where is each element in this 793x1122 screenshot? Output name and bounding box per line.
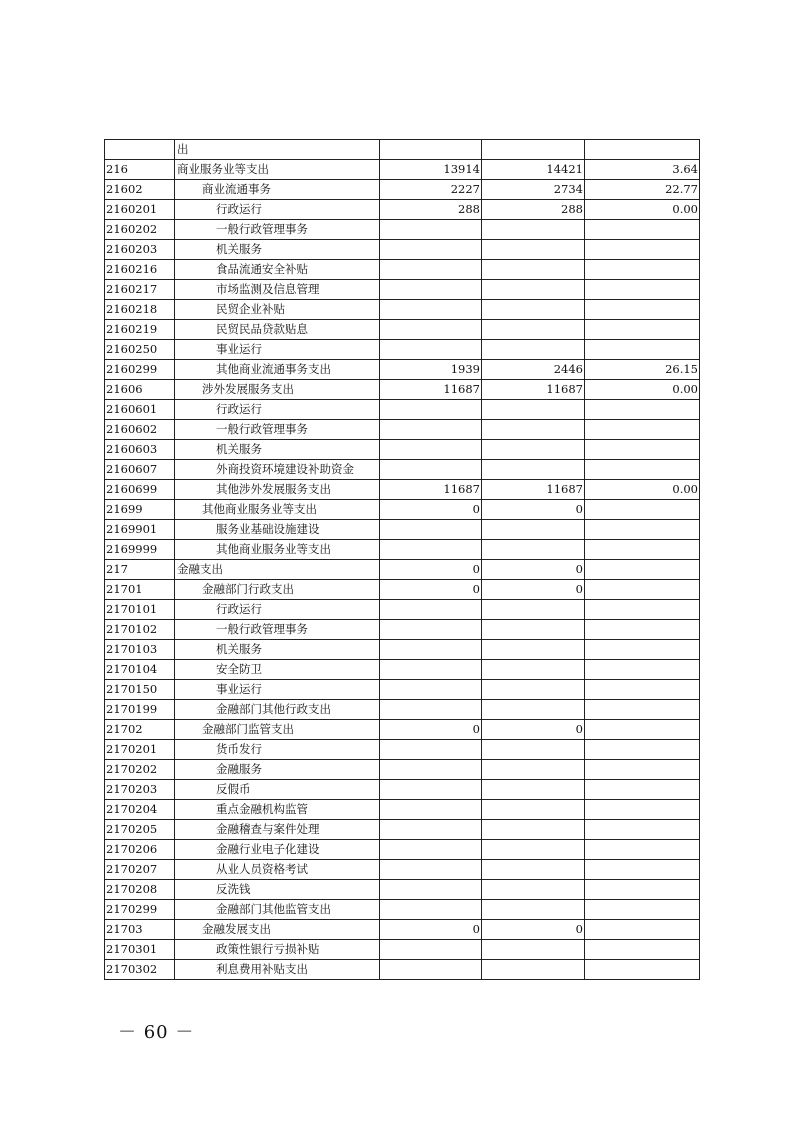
row-value-cell-3 <box>585 520 700 540</box>
table-row <box>105 320 700 340</box>
table-row <box>105 240 700 260</box>
row-name-cell: 外商投资环境建设补助资金 <box>175 460 380 480</box>
row-code-cell: 2170103 <box>105 640 175 660</box>
row-name-cell: 金融部门其他行政支出 <box>175 700 380 720</box>
row-value-cell-3 <box>585 500 700 520</box>
row-name-cell: 涉外发展服务支出 <box>175 380 380 400</box>
row-value-cell-3 <box>585 280 700 300</box>
row-value-cell-2 <box>482 940 585 960</box>
row-value-cell-2: 0 <box>482 580 585 600</box>
row-value-cell-1: 0 <box>380 920 482 940</box>
table-row <box>105 520 700 540</box>
row-name-cell: 其他商业服务业等支出 <box>175 540 380 560</box>
row-value-cell-3 <box>585 300 700 320</box>
table-row <box>105 780 700 800</box>
row-code-cell: 2160250 <box>105 340 175 360</box>
row-value-cell-2 <box>482 600 585 620</box>
table-row <box>105 800 700 820</box>
row-value-cell-3: 22.77 <box>585 180 700 200</box>
row-value-cell-1 <box>380 340 482 360</box>
row-value-cell-3 <box>585 260 700 280</box>
row-value-cell-2: 11687 <box>482 380 585 400</box>
row-value-cell-2 <box>482 780 585 800</box>
row-value-cell-3: 26.15 <box>585 360 700 380</box>
row-value-cell-3: 0.00 <box>585 480 700 500</box>
table-row <box>105 960 700 980</box>
row-value-cell-1 <box>380 860 482 880</box>
row-value-cell-1 <box>380 140 482 160</box>
row-code-cell: 2169901 <box>105 520 175 540</box>
table-row <box>105 200 700 220</box>
row-value-cell-2: 11687 <box>482 480 585 500</box>
row-name-cell: 一般行政管理事务 <box>175 420 380 440</box>
row-value-cell-3 <box>585 140 700 160</box>
row-code-cell: 2160202 <box>105 220 175 240</box>
row-code-cell: 2170202 <box>105 760 175 780</box>
row-code-cell: 2160201 <box>105 200 175 220</box>
budget-table <box>104 139 700 980</box>
table-row <box>105 220 700 240</box>
row-value-cell-3 <box>585 440 700 460</box>
row-name-cell: 商业流通事务 <box>175 180 380 200</box>
row-value-cell-1: 0 <box>380 560 482 580</box>
row-value-cell-1 <box>380 840 482 860</box>
row-value-cell-1: 0 <box>380 580 482 600</box>
row-value-cell-2 <box>482 760 585 780</box>
row-name-cell: 金融部门监管支出 <box>175 720 380 740</box>
row-name-cell: 金融行业电子化建设 <box>175 840 380 860</box>
row-value-cell-3 <box>585 660 700 680</box>
row-value-cell-1: 288 <box>380 200 482 220</box>
table-row <box>105 340 700 360</box>
table-row <box>105 140 700 160</box>
row-code-cell: 216 <box>105 160 175 180</box>
row-value-cell-1 <box>380 680 482 700</box>
row-value-cell-2 <box>482 740 585 760</box>
row-value-cell-1 <box>380 780 482 800</box>
row-value-cell-2 <box>482 700 585 720</box>
row-value-cell-2 <box>482 140 585 160</box>
row-value-cell-2 <box>482 900 585 920</box>
table-row <box>105 460 700 480</box>
row-value-cell-2 <box>482 300 585 320</box>
table-row <box>105 680 700 700</box>
table-row <box>105 420 700 440</box>
table-row <box>105 720 700 740</box>
row-code-cell: 2170150 <box>105 680 175 700</box>
row-code-cell: 21702 <box>105 720 175 740</box>
row-value-cell-2 <box>482 960 585 980</box>
row-value-cell-1 <box>380 240 482 260</box>
row-value-cell-3 <box>585 860 700 880</box>
row-value-cell-3 <box>585 320 700 340</box>
table-row <box>105 640 700 660</box>
row-value-cell-2 <box>482 340 585 360</box>
row-value-cell-2 <box>482 820 585 840</box>
row-code-cell: 21703 <box>105 920 175 940</box>
table-row <box>105 600 700 620</box>
row-value-cell-2: 288 <box>482 200 585 220</box>
row-value-cell-3 <box>585 420 700 440</box>
table-row <box>105 300 700 320</box>
table-row <box>105 280 700 300</box>
table-row <box>105 360 700 380</box>
row-code-cell: 2170301 <box>105 940 175 960</box>
row-code-cell: 2160603 <box>105 440 175 460</box>
row-value-cell-2 <box>482 280 585 300</box>
row-value-cell-3 <box>585 920 700 940</box>
table-row <box>105 900 700 920</box>
row-code-cell: 21602 <box>105 180 175 200</box>
row-name-cell: 货币发行 <box>175 740 380 760</box>
row-value-cell-1: 0 <box>380 720 482 740</box>
row-name-cell: 政策性银行亏损补贴 <box>175 940 380 960</box>
row-code-cell: 2170208 <box>105 880 175 900</box>
row-value-cell-2 <box>482 860 585 880</box>
row-value-cell-3 <box>585 240 700 260</box>
row-code-cell: 2160217 <box>105 280 175 300</box>
row-value-cell-1 <box>380 760 482 780</box>
row-value-cell-2 <box>482 520 585 540</box>
row-value-cell-1 <box>380 320 482 340</box>
row-value-cell-1 <box>380 620 482 640</box>
row-value-cell-3 <box>585 900 700 920</box>
row-code-cell: 2160219 <box>105 320 175 340</box>
row-name-cell: 从业人员资格考试 <box>175 860 380 880</box>
row-value-cell-1 <box>380 540 482 560</box>
row-name-cell: 金融发展支出 <box>175 920 380 940</box>
table-row <box>105 500 700 520</box>
row-name-cell: 行政运行 <box>175 600 380 620</box>
table-row <box>105 160 700 180</box>
row-code-cell: 2160216 <box>105 260 175 280</box>
row-value-cell-1 <box>380 660 482 680</box>
row-value-cell-3 <box>585 580 700 600</box>
row-code-cell: 2170102 <box>105 620 175 640</box>
row-value-cell-2 <box>482 540 585 560</box>
row-value-cell-1: 0 <box>380 500 482 520</box>
row-name-cell: 反假币 <box>175 780 380 800</box>
row-name-cell: 其他涉外发展服务支出 <box>175 480 380 500</box>
row-name-cell: 反洗钱 <box>175 880 380 900</box>
row-value-cell-1 <box>380 880 482 900</box>
row-value-cell-2 <box>482 620 585 640</box>
table-row <box>105 560 700 580</box>
row-value-cell-1 <box>380 820 482 840</box>
table-row <box>105 660 700 680</box>
row-value-cell-3 <box>585 740 700 760</box>
row-name-cell: 重点金融机构监管 <box>175 800 380 820</box>
row-code-cell: 2170199 <box>105 700 175 720</box>
row-value-cell-3 <box>585 640 700 660</box>
row-value-cell-3 <box>585 540 700 560</box>
row-value-cell-3 <box>585 680 700 700</box>
row-value-cell-3: 0.00 <box>585 200 700 220</box>
table-row <box>105 540 700 560</box>
row-value-cell-1 <box>380 900 482 920</box>
row-code-cell: 21699 <box>105 500 175 520</box>
row-code-cell: 2170299 <box>105 900 175 920</box>
row-value-cell-1 <box>380 700 482 720</box>
row-code-cell: 2160602 <box>105 420 175 440</box>
row-value-cell-2 <box>482 320 585 340</box>
row-code-cell: 2170203 <box>105 780 175 800</box>
row-code-cell <box>105 140 175 160</box>
row-value-cell-3 <box>585 760 700 780</box>
row-name-cell: 民贸民品贷款贴息 <box>175 320 380 340</box>
table-row <box>105 180 700 200</box>
row-code-cell: 2170205 <box>105 820 175 840</box>
row-value-cell-2 <box>482 240 585 260</box>
row-name-cell: 行政运行 <box>175 400 380 420</box>
row-value-cell-1 <box>380 640 482 660</box>
row-name-cell: 机关服务 <box>175 640 380 660</box>
table-row <box>105 440 700 460</box>
row-name-cell: 利息费用补贴支出 <box>175 960 380 980</box>
table-row <box>105 940 700 960</box>
row-value-cell-1: 1939 <box>380 360 482 380</box>
table-row <box>105 380 700 400</box>
row-name-cell: 金融部门其他监管支出 <box>175 900 380 920</box>
row-value-cell-2 <box>482 640 585 660</box>
row-value-cell-2: 0 <box>482 720 585 740</box>
row-code-cell: 2170206 <box>105 840 175 860</box>
row-value-cell-3: 3.64 <box>585 160 700 180</box>
table-row <box>105 880 700 900</box>
row-name-cell: 金融服务 <box>175 760 380 780</box>
row-value-cell-1 <box>380 220 482 240</box>
row-value-cell-1: 11687 <box>380 380 482 400</box>
row-code-cell: 2160299 <box>105 360 175 380</box>
table-row <box>105 740 700 760</box>
row-value-cell-2 <box>482 680 585 700</box>
row-code-cell: 2160699 <box>105 480 175 500</box>
row-code-cell: 2170104 <box>105 660 175 680</box>
row-value-cell-3 <box>585 820 700 840</box>
row-value-cell-2 <box>482 460 585 480</box>
row-name-cell: 金融部门行政支出 <box>175 580 380 600</box>
row-code-cell: 2160601 <box>105 400 175 420</box>
row-code-cell: 2170207 <box>105 860 175 880</box>
row-name-cell: 市场监测及信息管理 <box>175 280 380 300</box>
row-name-cell: 一般行政管理事务 <box>175 220 380 240</box>
row-value-cell-1 <box>380 520 482 540</box>
row-value-cell-1: 13914 <box>380 160 482 180</box>
row-value-cell-1: 11687 <box>380 480 482 500</box>
page-number: － 60 － <box>118 1022 195 1043</box>
row-code-cell: 2170101 <box>105 600 175 620</box>
row-code-cell: 2170201 <box>105 740 175 760</box>
row-name-cell: 行政运行 <box>175 200 380 220</box>
row-name-cell: 事业运行 <box>175 340 380 360</box>
row-code-cell: 2160607 <box>105 460 175 480</box>
row-value-cell-3 <box>585 560 700 580</box>
row-value-cell-3 <box>585 780 700 800</box>
row-value-cell-1 <box>380 420 482 440</box>
table-row <box>105 860 700 880</box>
row-value-cell-1 <box>380 280 482 300</box>
row-value-cell-3 <box>585 800 700 820</box>
row-value-cell-3 <box>585 220 700 240</box>
row-name-cell: 金融稽查与案件处理 <box>175 820 380 840</box>
row-name-cell: 商业服务业等支出 <box>175 160 380 180</box>
row-name-cell: 食品流通安全补贴 <box>175 260 380 280</box>
row-value-cell-2 <box>482 660 585 680</box>
row-code-cell: 2169999 <box>105 540 175 560</box>
row-value-cell-2: 2446 <box>482 360 585 380</box>
row-name-cell: 民贸企业补贴 <box>175 300 380 320</box>
row-value-cell-2: 2734 <box>482 180 585 200</box>
table-row <box>105 580 700 600</box>
row-value-cell-2: 0 <box>482 500 585 520</box>
row-name-cell: 出 <box>175 140 380 160</box>
row-value-cell-2: 14421 <box>482 160 585 180</box>
row-name-cell: 机关服务 <box>175 240 380 260</box>
row-name-cell: 事业运行 <box>175 680 380 700</box>
row-value-cell-1 <box>380 440 482 460</box>
row-value-cell-1 <box>380 260 482 280</box>
table-row <box>105 840 700 860</box>
row-value-cell-1 <box>380 600 482 620</box>
row-name-cell: 安全防卫 <box>175 660 380 680</box>
row-value-cell-3 <box>585 720 700 740</box>
row-value-cell-2 <box>482 420 585 440</box>
row-value-cell-1: 2227 <box>380 180 482 200</box>
table-row <box>105 920 700 940</box>
row-value-cell-2 <box>482 440 585 460</box>
row-code-cell: 21701 <box>105 580 175 600</box>
row-code-cell: 2160203 <box>105 240 175 260</box>
row-code-cell: 2160218 <box>105 300 175 320</box>
row-code-cell: 21606 <box>105 380 175 400</box>
row-code-cell: 217 <box>105 560 175 580</box>
table-row <box>105 820 700 840</box>
row-value-cell-3 <box>585 460 700 480</box>
row-name-cell: 一般行政管理事务 <box>175 620 380 640</box>
row-value-cell-2: 0 <box>482 560 585 580</box>
budget-table-body <box>105 140 700 980</box>
row-value-cell-3 <box>585 620 700 640</box>
row-value-cell-1 <box>380 960 482 980</box>
row-value-cell-2 <box>482 840 585 860</box>
row-value-cell-1 <box>380 800 482 820</box>
row-code-cell: 2170302 <box>105 960 175 980</box>
row-name-cell: 服务业基础设施建设 <box>175 520 380 540</box>
row-code-cell: 2170204 <box>105 800 175 820</box>
row-value-cell-2 <box>482 800 585 820</box>
row-value-cell-3 <box>585 840 700 860</box>
row-value-cell-2 <box>482 260 585 280</box>
row-value-cell-3: 0.00 <box>585 380 700 400</box>
table-row <box>105 620 700 640</box>
row-value-cell-1 <box>380 460 482 480</box>
row-value-cell-3 <box>585 940 700 960</box>
row-name-cell: 其他商业流通事务支出 <box>175 360 380 380</box>
row-value-cell-3 <box>585 400 700 420</box>
row-value-cell-1 <box>380 940 482 960</box>
row-value-cell-1 <box>380 400 482 420</box>
table-row <box>105 480 700 500</box>
table-row <box>105 260 700 280</box>
row-value-cell-1 <box>380 300 482 320</box>
row-name-cell: 其他商业服务业等支出 <box>175 500 380 520</box>
row-value-cell-1 <box>380 740 482 760</box>
row-value-cell-2 <box>482 220 585 240</box>
table-row <box>105 700 700 720</box>
table-row <box>105 400 700 420</box>
row-value-cell-3 <box>585 340 700 360</box>
row-value-cell-3 <box>585 960 700 980</box>
row-value-cell-2 <box>482 880 585 900</box>
row-value-cell-3 <box>585 700 700 720</box>
row-value-cell-2 <box>482 400 585 420</box>
row-value-cell-3 <box>585 600 700 620</box>
row-value-cell-2: 0 <box>482 920 585 940</box>
table-row <box>105 760 700 780</box>
row-value-cell-3 <box>585 880 700 900</box>
row-name-cell: 金融支出 <box>175 560 380 580</box>
row-name-cell: 机关服务 <box>175 440 380 460</box>
